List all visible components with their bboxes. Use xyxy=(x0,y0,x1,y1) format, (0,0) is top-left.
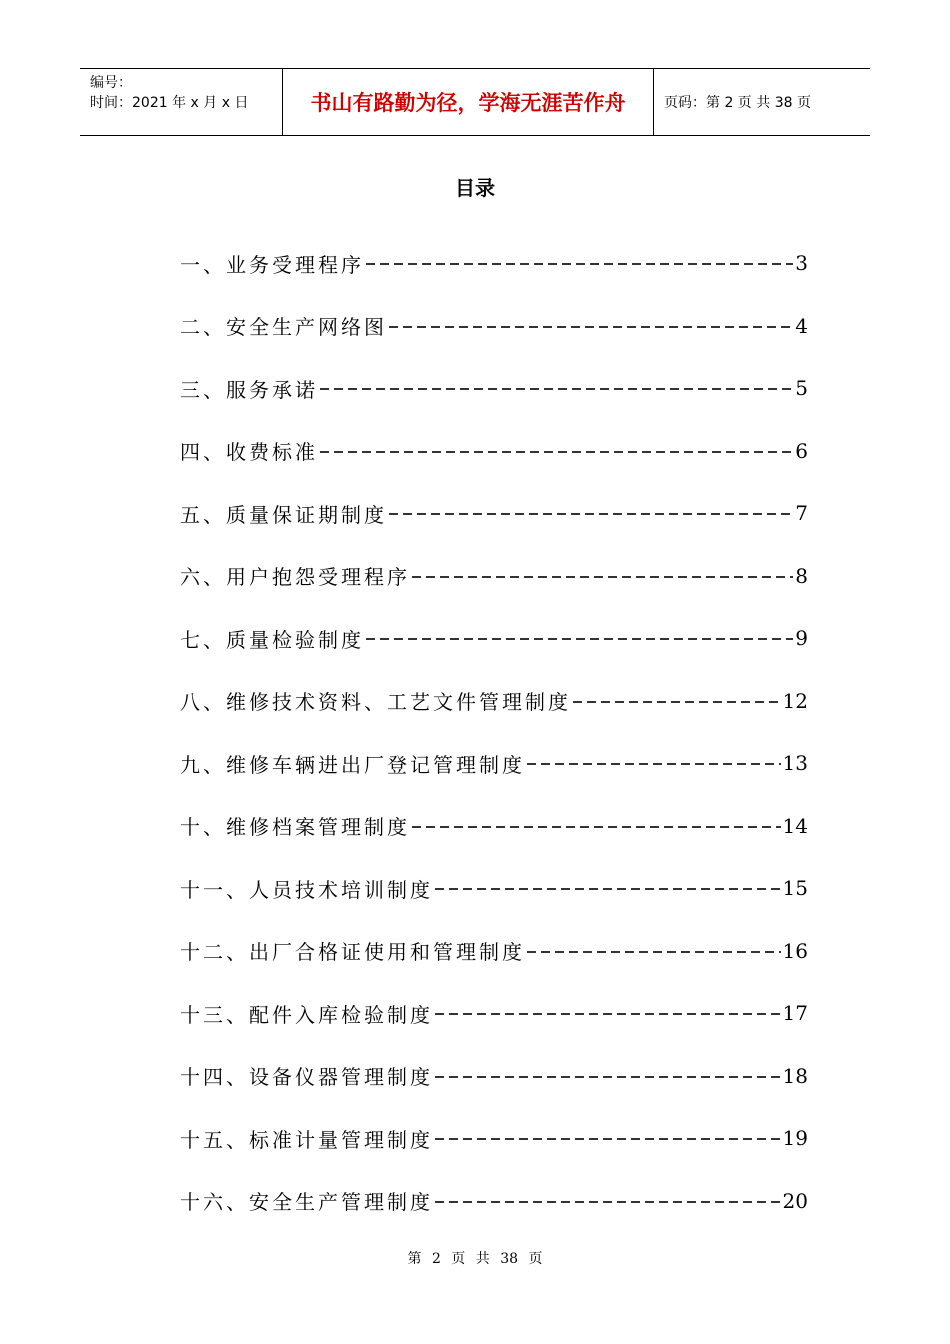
toc-leader xyxy=(435,1201,781,1203)
toc-entry-page: 4 xyxy=(795,313,808,338)
toc-leader xyxy=(573,701,781,703)
toc-entry[interactable] xyxy=(180,607,808,670)
header-page-info: 页码：第 2 页 共 38 页 xyxy=(664,95,811,111)
toc-entry-label: 八、维修技术资料、工艺文件管理制度 xyxy=(180,690,571,715)
toc-entry-page: 12 xyxy=(782,688,808,713)
toc-entry[interactable] xyxy=(180,545,808,608)
toc-entry[interactable] xyxy=(180,232,808,295)
toc-entry-label: 一、业务受理程序 xyxy=(180,252,364,277)
toc-leader xyxy=(412,826,781,828)
toc-entry[interactable] xyxy=(180,795,808,858)
toc-entry[interactable] xyxy=(180,732,808,795)
toc-entry-page: 3 xyxy=(795,251,808,276)
toc-entry[interactable] xyxy=(180,670,808,733)
toc-entry[interactable] xyxy=(180,1107,808,1170)
toc-leader xyxy=(366,263,793,265)
toc-entry[interactable] xyxy=(180,295,808,358)
toc-entry[interactable] xyxy=(180,982,808,1045)
toc-leader xyxy=(435,1076,781,1078)
toc-entry-label: 十五、标准计量管理制度 xyxy=(180,1127,433,1152)
toc-entry-label: 四、收费标准 xyxy=(180,440,318,465)
toc-entry-label: 二、安全生产网络图 xyxy=(180,315,387,340)
header-motto: 书山有路勤为径，学海无涯苦作舟 xyxy=(282,69,654,135)
toc-entry-label: 三、服务承诺 xyxy=(180,377,318,402)
toc-leader xyxy=(435,888,781,890)
toc-entry-page: 6 xyxy=(795,438,808,463)
toc-entry-label: 十一、人员技术培训制度 xyxy=(180,877,433,902)
toc-entry-page: 5 xyxy=(795,376,808,401)
header-meta xyxy=(80,69,282,135)
toc-entry-label: 十、维修档案管理制度 xyxy=(180,815,410,840)
toc-entry-label: 六、用户抱怨受理程序 xyxy=(180,565,410,590)
toc-entry-page: 14 xyxy=(782,813,808,838)
toc-entry[interactable] xyxy=(180,920,808,983)
toc-entry-label: 十三、配件入库检验制度 xyxy=(180,1002,433,1027)
toc-entry-label: 十四、设备仪器管理制度 xyxy=(180,1065,433,1090)
toc-entry[interactable] xyxy=(180,482,808,545)
toc-entry-label: 十六、安全生产管理制度 xyxy=(180,1190,433,1215)
toc-entry-page: 17 xyxy=(782,1001,808,1026)
toc-leader xyxy=(366,638,793,640)
toc-entry-label: 十二、出厂合格证使用和管理制度 xyxy=(180,940,525,965)
toc-leader xyxy=(389,513,793,515)
toc-leader xyxy=(527,763,781,765)
toc-entry-page: 9 xyxy=(795,626,808,651)
page-title: 目录 xyxy=(455,176,495,200)
toc-leader xyxy=(435,1013,781,1015)
toc-entry-page: 20 xyxy=(782,1188,808,1213)
toc-entry[interactable] xyxy=(180,1045,808,1108)
document-date: 时间：2021 年 x 月 x 日 xyxy=(90,95,249,111)
table-of-contents xyxy=(180,232,808,1232)
toc-entry[interactable] xyxy=(180,857,808,920)
toc-entry-page: 13 xyxy=(782,751,808,776)
toc-leader xyxy=(527,951,781,953)
toc-entry[interactable] xyxy=(180,420,808,483)
toc-entry-page: 7 xyxy=(795,501,808,526)
toc-entry-page: 8 xyxy=(795,563,808,588)
toc-leader xyxy=(435,1138,781,1140)
toc-entry-label: 五、质量保证期制度 xyxy=(180,502,387,527)
page-header xyxy=(80,68,870,136)
toc-leader xyxy=(320,388,793,390)
toc-leader xyxy=(412,576,793,578)
toc-entry-page: 15 xyxy=(782,876,808,901)
toc-entry[interactable] xyxy=(180,1170,808,1233)
toc-entry-page: 16 xyxy=(782,938,808,963)
page-footer: 第 2 页 共 38 页 xyxy=(407,1251,543,1267)
toc-leader xyxy=(320,451,793,453)
toc-leader xyxy=(389,326,793,328)
toc-entry-label: 七、质量检验制度 xyxy=(180,627,364,652)
toc-entry-page: 19 xyxy=(782,1126,808,1151)
document-number-label: 编号： xyxy=(90,75,132,91)
toc-entry-label: 九、维修车辆进出厂登记管理制度 xyxy=(180,752,525,777)
toc-entry[interactable] xyxy=(180,357,808,420)
toc-entry-page: 18 xyxy=(782,1063,808,1088)
